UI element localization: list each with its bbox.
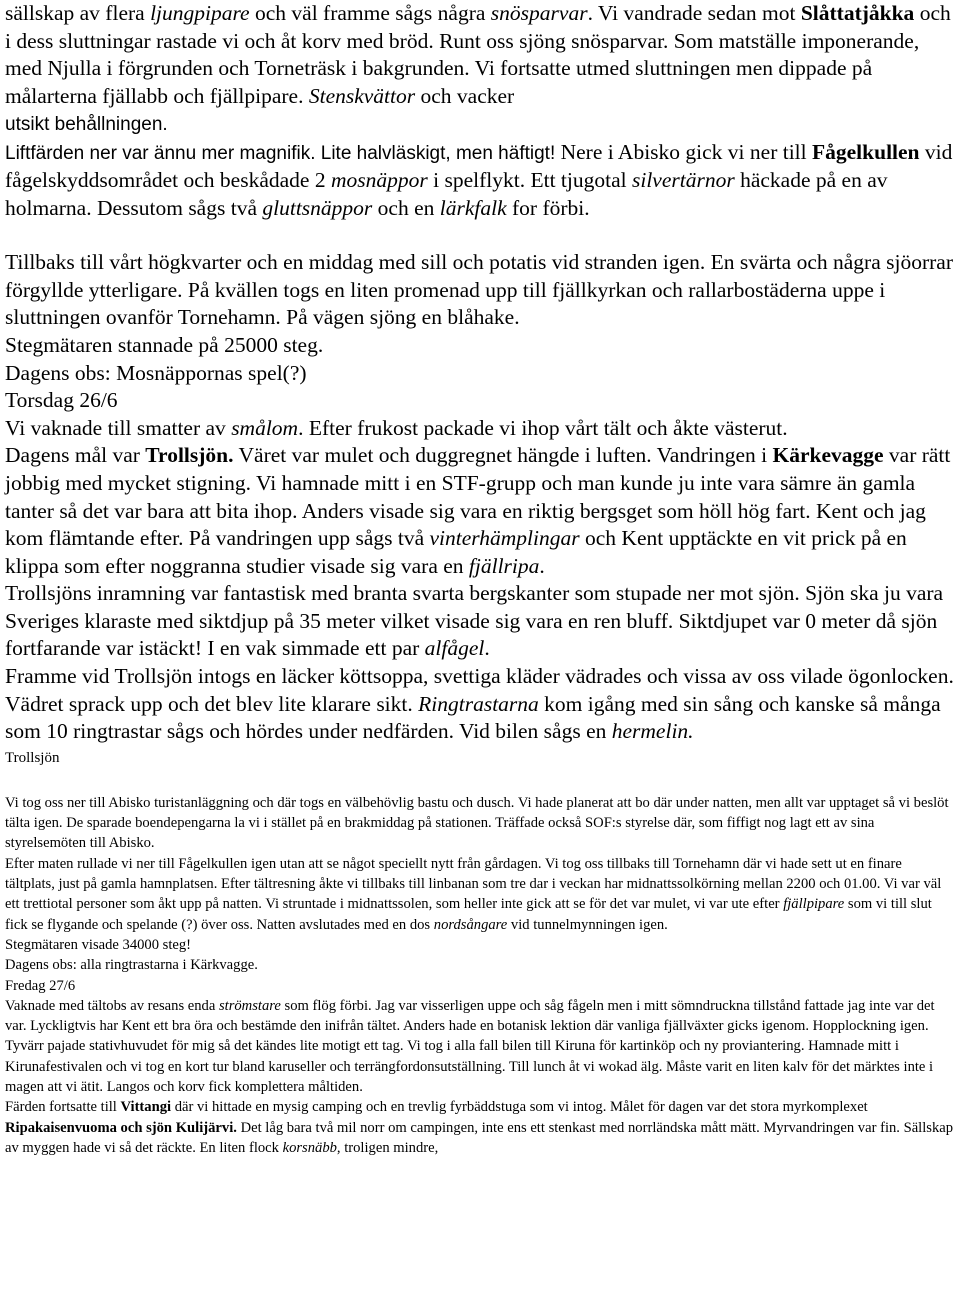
- text-segment: och väl framme sågs några: [249, 1, 491, 25]
- text-segment: Stegmätaren stannade på 25000 steg.: [5, 332, 324, 357]
- paragraph: [5, 139, 958, 222]
- text-segment: Dagens obs: alla ringtrastarna i Kärkvagge.: [5, 957, 258, 974]
- text-segment: Tillbaks till vårt högkvarter och en middag med sill och potatis vid stranden igen. En svärta och några sjöorrar förgyllde ytterligare. På kvällen togs en liten promenad upp till fjällkyrkan och rallarbostäderna uppe i sluttningen ovanför Tornehamn. På vägen sjöng en blåhake.: [5, 250, 959, 330]
- italic-text: smålom: [231, 415, 299, 440]
- bold-text: Vittangi: [120, 1099, 172, 1116]
- main-text: [5, 249, 959, 746]
- text-segment: där vi hittade en mysig camping och en trevlig fyrbäddstuga som vi intog. Målet för dagen var det stora myrkomplexet: [171, 1099, 872, 1116]
- italic-text: Ringtrastarna: [418, 691, 539, 716]
- text-segment: Det låg bara två mil norr om campingen, inte ens ett stenkast med norrländska mått mätt. Myrvandringen var fin. Sällskap av myggen hade vi så det räckte. En liten flock: [5, 1119, 957, 1156]
- text-segment: . Efter frukost packade vi ihop vårt tält och åkte västerut.: [298, 415, 788, 440]
- paragraph: [5, 580, 955, 663]
- text-segment: och i dess sluttningar rastade vi och åt korv med bröd. Runt oss sjöng snösparvar. Som matställe imponerande, med Njulla i förgrunden och Torneträsk i bakgrunden. Vi fortsatte utmed sluttningen men dippade på målarterna fjällabb och fjällpipare.: [5, 1, 957, 108]
- paragraph: [5, 360, 955, 388]
- italic-text: Stenskvättor: [308, 83, 416, 108]
- text-segment: Färden fortsatte till: [5, 1099, 121, 1116]
- italic-text: fjällpipare: [783, 896, 845, 913]
- italic-text: silvertärnor: [631, 167, 735, 192]
- paragraph: [5, 663, 959, 746]
- italic-text: snösparvar: [490, 1, 588, 25]
- italic-text: lärkfalk: [439, 195, 507, 220]
- text-segment: .: [484, 636, 490, 661]
- paragraph: [5, 935, 955, 955]
- text-segment: Torsdag 26/6: [5, 388, 118, 413]
- italic-text: hermelin.: [611, 719, 694, 744]
- italic-text: alfågel: [424, 636, 485, 661]
- text-segment: utsikt behållningen.: [5, 114, 168, 136]
- text-segment: Dagens obs: Mosnäppornas spel(?): [5, 360, 307, 385]
- text-segment: Dagens mål var: [5, 443, 146, 468]
- text-segment: som vi till slut fick se flygande och spelande (?) över oss. Natten avslutades med en dos: [5, 896, 936, 933]
- text-segment: Vi vaknade till smatter av: [5, 415, 232, 440]
- italic-text: ljungpipare: [150, 1, 250, 25]
- text-segment: Nere i Abisko gick vi ner till: [555, 140, 812, 165]
- bold-text: Trollsjön.: [145, 443, 234, 468]
- document-page: [5, 0, 959, 1158]
- text-segment: , troligen mindre,: [336, 1139, 439, 1156]
- paragraph: [5, 976, 955, 996]
- paragraph: [5, 387, 955, 415]
- text-segment: Liftfärden ner var ännu mer magnifik. Lite halvläskigt, men häftigt!: [5, 143, 556, 165]
- image-caption: Trollsjön: [5, 749, 60, 766]
- text-segment: Efter maten rullade vi ner till Fågelkullen igen utan att se något speciellt nytt från gårdagen. Vi tog oss tillbaks till Tornehamn där vi hade sett ut en finare tältplats, just på gamla hamnplatsen. Efter tältresning åkte vi tillbaks till linbanan som tre dar i veckan har midnattssolkörning mellan 2200 och 01.00. Vi var väl ett trettiotal personer som åkt upp på natten. Vi struntade i midnattssolen, som heller inte gick att se för det var mulet, vi var ute efter: [5, 855, 945, 913]
- text-segment: häckade på en av holmarna. Dessutom sågs två: [5, 167, 893, 220]
- italic-text: korsnäbb: [282, 1139, 337, 1156]
- text-segment: Fredag 27/6: [5, 977, 76, 994]
- text-segment: och Kent upptäckte en vit prick på en klippa som efter noggranna studier visade sig vara en: [5, 526, 913, 578]
- paragraph: [5, 332, 955, 360]
- text-segment: i spelflykt. Ett tjugotal: [427, 167, 632, 192]
- paragraph: [5, 955, 955, 975]
- text-segment: och vacker: [415, 83, 520, 108]
- bold-text: Slåttatjåkka: [800, 1, 915, 25]
- text-segment: Vaknade med tältobs av resans enda: [5, 997, 219, 1014]
- small-text: [5, 793, 955, 1158]
- text-segment: kom igång med sin sång och kanske så många som 10 ringtrastar sågs och hördes under nedfärden. Vid bilen sågs en: [5, 691, 947, 744]
- text-segment: och en: [372, 195, 440, 220]
- paragraph: [5, 996, 955, 1097]
- sans-line: [5, 110, 955, 139]
- bold-text: Kärkevagge: [772, 443, 884, 468]
- bold-text: Fågelkullen: [812, 140, 920, 165]
- italic-text: strömstare: [218, 997, 281, 1014]
- paragraph: [5, 1097, 955, 1158]
- text-segment: som flög förbi. Jag var visserligen uppe och såg fågeln men i mitt sömndruckna tillstånd fattade jag inte var det var. Lyckligtvis har Kent ett bra öra och bestämde den inifrån tältet. Anders hade en botanisk lektion där vanliga fjällväxter gicks igenom. Hopplockning igen. Tyvärr pajade stativhuvudet för mig så det kändes lite motigt ett tag. Vi tog i alla fall bilen till Kiruna för kartinköp och ny proviantering. Hamnade mitt i Kirunafestivalen och vi tog en kort tur bland karuseller och terrängfordonsutställning. Till lunch åt vi wokad älg. Måste varit en liten kalv för det märktes inte i magen att vi ätit. Langos och korv fick komplettera måltiden.: [5, 997, 939, 1095]
- text-segment: vid tunnelmynningen igen.: [507, 916, 668, 933]
- paragraph: [5, 854, 955, 935]
- italic-text: gluttsnäppor: [262, 195, 373, 220]
- top-paragraph-part2: [5, 139, 958, 222]
- top-paragraph-part1: [5, 0, 955, 110]
- text-segment: for förbi.: [506, 195, 590, 220]
- text-segment: Väret var mulet och duggregnet hängde i luften. Vandringen i: [233, 443, 773, 468]
- bold-text: Ripakaisenvuoma och sjön Kulijärvi.: [5, 1119, 237, 1136]
- paragraph: [5, 0, 955, 110]
- paragraph-gap: [5, 222, 955, 249]
- text-segment: sällskap av flera: [5, 1, 151, 25]
- paragraph: [5, 249, 959, 332]
- text-segment: Framme vid Trollsjön intogs en läcker köttsoppa, svettiga kläder vädrades och vissa av oss vilade ögonlocken. Vädret sprack upp och det blev lite klarare sikt.: [5, 664, 959, 716]
- text-segment: Vi tog oss ner till Abisko turistanläggning och där togs en välbehövlig bastu och dusch. Vi hade planerat att bo där under natten, men allt var upptaget så vi beslöt tälta igen. De sparade boendepengarna la vi i stället på en brakmiddag på stationen. Träffade också SOF:s styrelse där, som fiffigt nog lagt ett av sina styrelsemöten till Abisko.: [5, 794, 953, 852]
- italic-text: mosnäppor: [330, 167, 428, 192]
- paragraph: [5, 793, 955, 854]
- text-segment: var rätt jobbig med mycket stigning. Vi hamnade mitt i en STF-grupp och man kunde ju inte vara sämre än gamla tanter så det var bara att bita ihop. Anders visade sig vara en riktig bergsget som höll hög fart. Kent och jag kom flämtande efter. På vandringen upp sågs två: [5, 443, 956, 551]
- italic-text: vinterhämplingar: [429, 526, 580, 551]
- text-segment: Trollsjöns inramning var fantastisk med branta svarta bergskanter som stupade ner mot sjön. Sjön ska ju vara Sveriges klaraste med siktdjup på 35 meter vilket visade sig vara en ren bluff. Siktdjupet var 0 meter då sjön fortfarande var istäckt! I en vak simmade ett par: [5, 581, 949, 661]
- text-segment: vid fågelskyddsområdet och beskådade 2: [5, 140, 958, 192]
- paragraph: [5, 442, 955, 580]
- text-segment: .: [539, 553, 545, 578]
- italic-text: nordsångare: [433, 916, 508, 933]
- italic-text: fjällripa: [468, 553, 540, 578]
- text-segment: . Vi vandrade sedan mot: [587, 1, 801, 25]
- paragraph: [5, 415, 955, 443]
- text-segment: Stegmätaren visade 34000 steg!: [5, 936, 192, 953]
